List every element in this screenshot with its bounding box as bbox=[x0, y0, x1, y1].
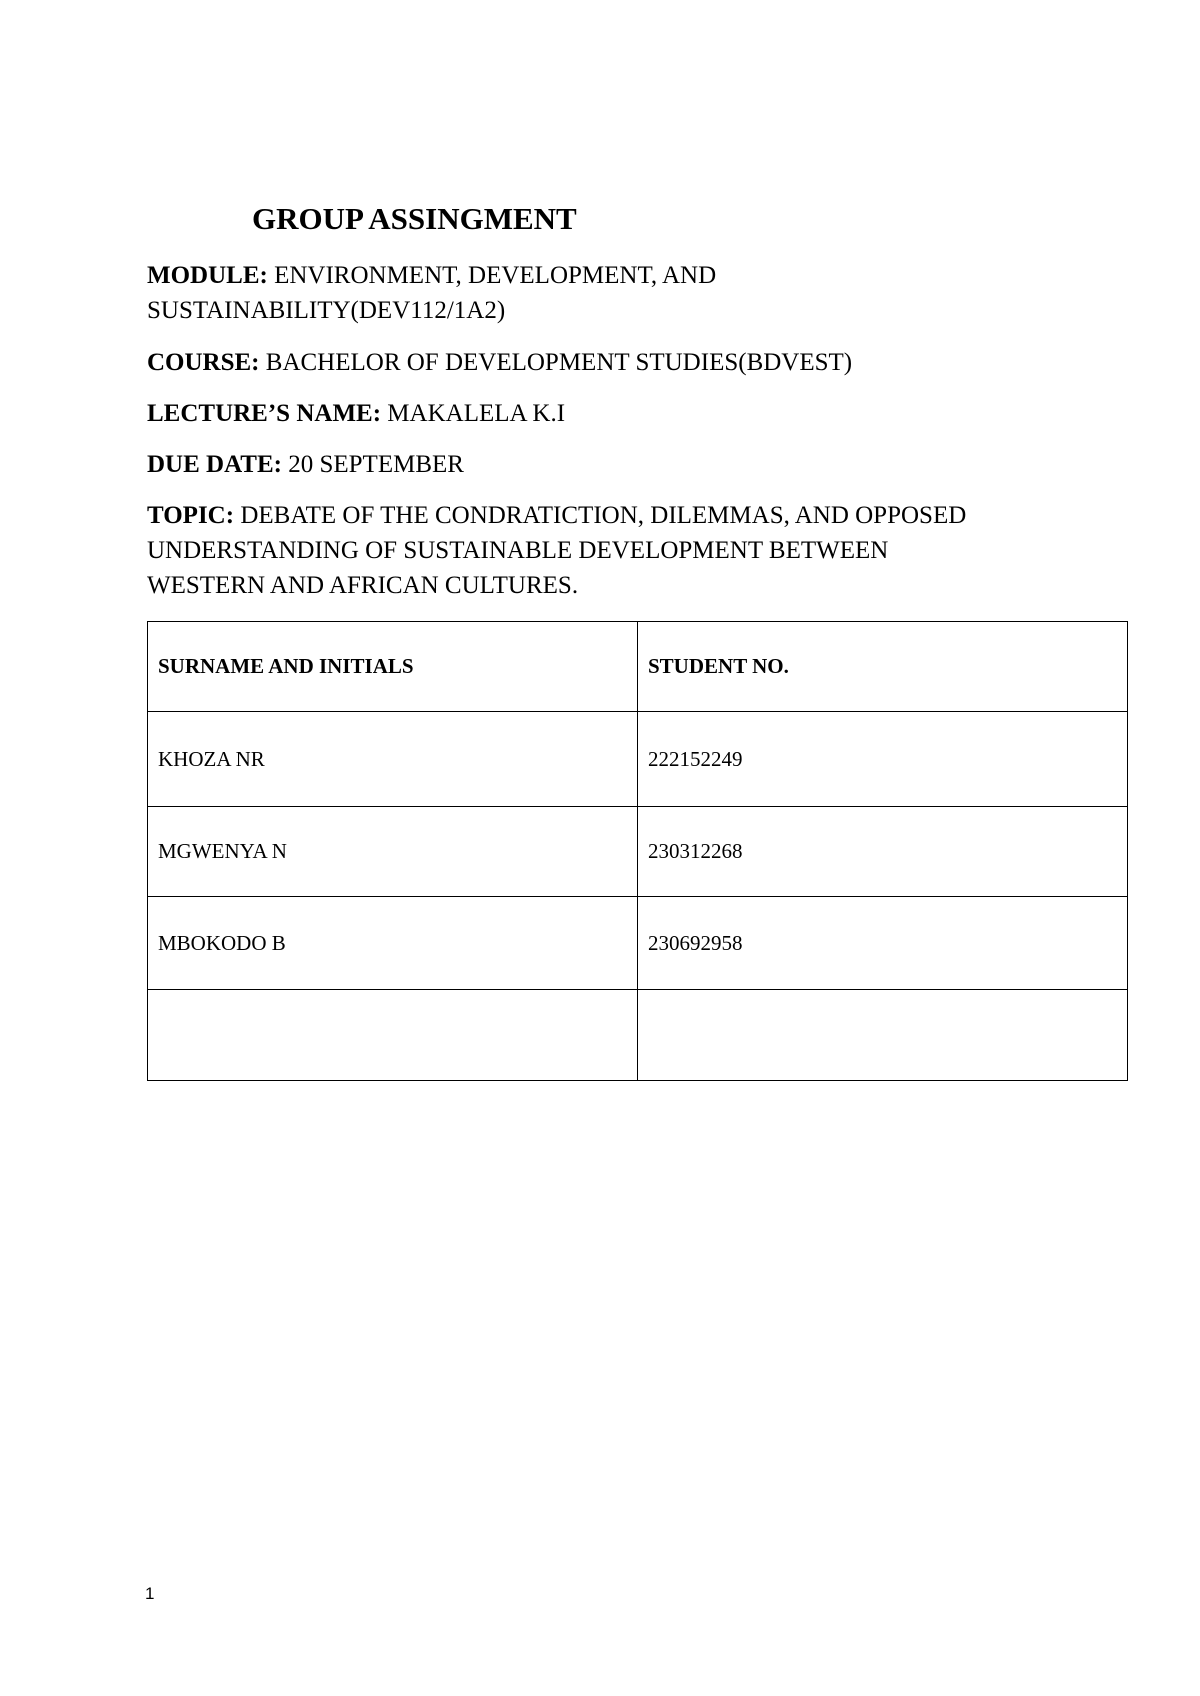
module-field bbox=[147, 258, 1007, 328]
table-row bbox=[148, 897, 1128, 990]
course-label: COURSE: bbox=[147, 349, 260, 376]
due-date-field bbox=[147, 447, 1007, 482]
cell-surname bbox=[148, 990, 638, 1081]
document-title: GROUP ASSINGMENT bbox=[252, 201, 577, 236]
cell-student-no bbox=[638, 990, 1128, 1081]
cell-surname: MGWENYA N bbox=[148, 807, 638, 897]
cell-surname: MBOKODO B bbox=[148, 897, 638, 990]
course-field bbox=[147, 345, 1007, 380]
table-row bbox=[148, 712, 1128, 807]
topic-value: DEBATE OF THE CONDRATICTION, DILEMMAS, AND OPPOSED UNDERSTANDING OF SUSTAINABLE DEVELOPMENT BETWEEN WESTERN AND AFRICAN CULTURES. bbox=[147, 502, 967, 599]
lecturer-value: MAKALELA K.I bbox=[387, 400, 566, 427]
cell-surname: KHOZA NR bbox=[148, 712, 638, 807]
table-header-row bbox=[148, 622, 1128, 712]
header-student-no: STUDENT NO. bbox=[638, 622, 1128, 712]
course-value: BACHELOR OF DEVELOPMENT STUDIES(BDVEST) bbox=[265, 349, 853, 376]
table-row bbox=[148, 807, 1128, 897]
module-value: ENVIRONMENT, DEVELOPMENT, AND SUSTAINABILITY(DEV112/1A2) bbox=[147, 262, 717, 324]
topic-label: TOPIC: bbox=[147, 502, 235, 529]
table-row-empty bbox=[148, 990, 1128, 1081]
members-table bbox=[147, 621, 1128, 1081]
lecturer-label: LECTURE’S NAME: bbox=[147, 400, 382, 427]
topic-field bbox=[147, 498, 1007, 603]
cell-student-no: 230312268 bbox=[638, 807, 1128, 897]
module-label: MODULE: bbox=[147, 262, 268, 289]
header-surname: SURNAME AND INITIALS bbox=[148, 622, 638, 712]
cell-student-no: 230692958 bbox=[638, 897, 1128, 990]
cell-student-no: 222152249 bbox=[638, 712, 1128, 807]
due-date-value: 20 SEPTEMBER bbox=[288, 451, 464, 478]
lecturer-field bbox=[147, 396, 1007, 431]
page-number: 1 bbox=[145, 1584, 155, 1603]
due-date-label: DUE DATE: bbox=[147, 451, 282, 478]
